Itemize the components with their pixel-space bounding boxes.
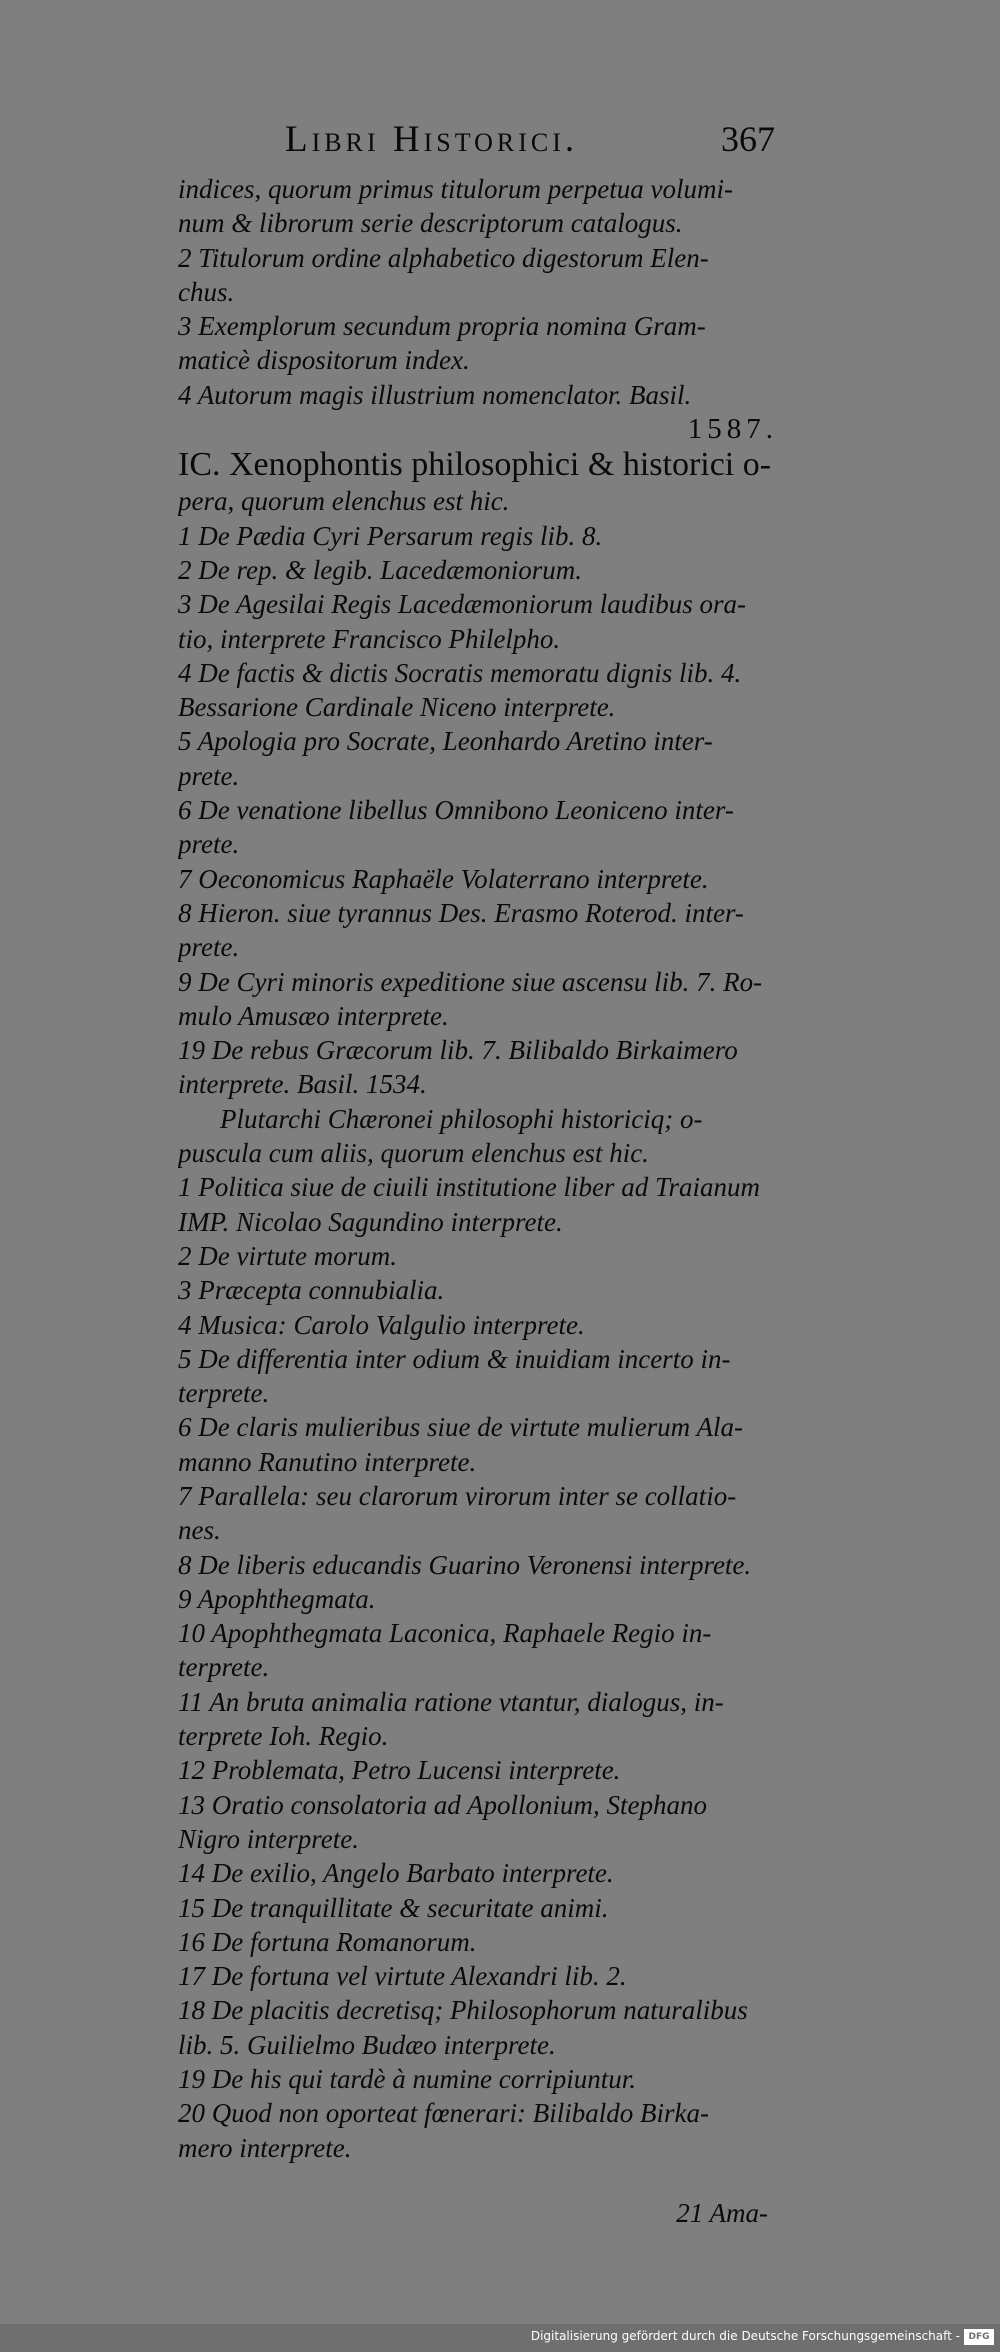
text-line: prete.: [178, 829, 240, 860]
text-line: 15 De tranquillitate & securitate animi.: [178, 1892, 609, 1923]
text-line: puscula cum aliis, quorum elenchus est hic.: [178, 1138, 649, 1169]
text-line: 12 Problemata, Petro Lucensi interprete.: [178, 1755, 621, 1786]
text-line: 6 De venatione libellus Omnibono Leoniceno inter-: [178, 795, 734, 826]
text-line: 2 Titulorum ordine alphabetico digestorum Elen-: [178, 242, 709, 273]
text-body: [178, 172, 778, 2165]
text-line: Plutarchi Chæronei philosophi historiciq; o-: [220, 1103, 703, 1134]
text-line: 2 De rep. & legib. Lacedæmoniorum.: [178, 554, 582, 585]
text-line: 5 Apologia pro Socrate, Leonhardo Aretino inter-: [178, 726, 713, 757]
text-line: IMP. Nicolao Sagundino interprete.: [178, 1206, 563, 1237]
text-line: 3 Præcepta connubialia.: [178, 1275, 445, 1306]
text-line: 4 Musica: Carolo Valgulio interprete.: [178, 1309, 585, 1340]
digitization-footer: [0, 2324, 1000, 2352]
text-line: 8 De liberis educandis Guarino Veronensi interprete.: [178, 1549, 752, 1580]
footer-credit: Digitalisierung gefördert durch die Deutsche Forschungsgemeinschaft -: [530, 2329, 960, 2343]
text-line: 13 Oratio consolatoria ad Apollonium, Stephano: [178, 1789, 708, 1820]
page-header: [285, 118, 775, 174]
text-line: 10 Apophthegmata Laconica, Raphaele Regio in-: [178, 1618, 712, 1649]
text-line: mero interprete.: [178, 2132, 352, 2163]
text-line: 20 Quod non oporteat fœnerari: Bilibaldo Birka-: [178, 2098, 709, 2129]
text-line: 1 Politica siue de ciuili institutione liber ad Traianum: [178, 1172, 760, 1203]
text-line: pera, quorum elenchus est hic.: [178, 486, 510, 517]
text-line: 19 De his qui tardè à numine corripiuntur.: [178, 2064, 636, 2095]
catchword: 21 Ama-: [676, 2198, 768, 2228]
text-line: 4 De factis & dictis Socratis memoratu dignis lib. 4.: [178, 657, 742, 688]
text-line: indices, quorum primus titulorum perpetua volumi-: [178, 174, 733, 204]
text-line: interprete. Basil. 1534.: [178, 1069, 427, 1100]
text-line: 19 De rebus Græcorum lib. 7. Bilibaldo Birkaimero: [178, 1035, 738, 1066]
text-line: chus.: [178, 276, 235, 307]
text-line: 11 An bruta animalia ratione vtantur, dialogus, in-: [178, 1686, 724, 1717]
text-line: tio, interprete Francisco Philelpho.: [178, 623, 561, 654]
running-title: Libri Historici.: [285, 119, 579, 160]
text-line: 4 Autorum magis illustrium nomenclator. Basil.: [178, 379, 692, 410]
text-line: 7 Parallela: seu clarorum virorum inter se collatio-: [178, 1480, 737, 1511]
page-number: 367: [721, 119, 775, 159]
text-line: terprete.: [178, 1378, 270, 1409]
text-line: IC. Xenophontis philosophici & historici o-: [178, 446, 772, 484]
text-line: 3 Exemplorum secundum propria nomina Gram-: [178, 311, 706, 342]
text-line: Nigro interprete.: [178, 1823, 359, 1854]
text-line: maticè dispositorum index.: [178, 345, 470, 376]
text-line: 7 Oeconomicus Raphaële Volaterrano interprete.: [178, 863, 709, 894]
text-line: mulo Amusæo interprete.: [178, 1000, 449, 1031]
text-line: 17 De fortuna vel virtute Alexandri lib. 2.: [178, 1961, 627, 1992]
text-line: 2 De virtute morum.: [178, 1240, 397, 1271]
text-line: 8 Hieron. siue tyrannus Des. Erasmo Roterod. inter-: [178, 897, 744, 928]
text-line: terprete Ioh. Regio.: [178, 1721, 389, 1752]
text-line: 1 De Pædia Cyri Persarum regis lib. 8.: [178, 520, 603, 551]
text-line: 6 De claris mulieribus siue de virtute mulierum Ala-: [178, 1412, 743, 1443]
text-line: prete.: [178, 932, 240, 963]
text-line: num & librorum serie descriptorum catalogus.: [178, 208, 683, 239]
text-line: prete.: [178, 760, 240, 791]
text-line: Bessarione Cardinale Niceno interprete.: [178, 692, 616, 723]
text-line: lib. 5. Guilielmo Budæo interprete.: [178, 2029, 556, 2060]
text-line: 18 De placitis decretisq; Philosophorum naturalibus: [178, 1995, 748, 2026]
text-line: 14 De exilio, Angelo Barbato interprete.: [178, 1858, 614, 1889]
text-line: nes.: [178, 1515, 221, 1546]
text-line: 9 Apophthegmata.: [178, 1583, 376, 1614]
text-line: manno Ranutino interprete.: [178, 1446, 477, 1477]
text-line: 16 De fortuna Romanorum.: [178, 1926, 477, 1957]
text-line: terprete.: [178, 1652, 270, 1683]
dfg-logo: DFG: [964, 2329, 994, 2345]
text-line: 3 De Agesilai Regis Lacedæmoniorum laudibus ora-: [178, 589, 746, 620]
text-line: 1587.: [687, 413, 778, 446]
text-line: 5 De differentia inter odium & inuidiam incerto in-: [178, 1343, 731, 1374]
text-line: 9 De Cyri minoris expeditione siue ascensu lib. 7. Ro-: [178, 966, 763, 997]
